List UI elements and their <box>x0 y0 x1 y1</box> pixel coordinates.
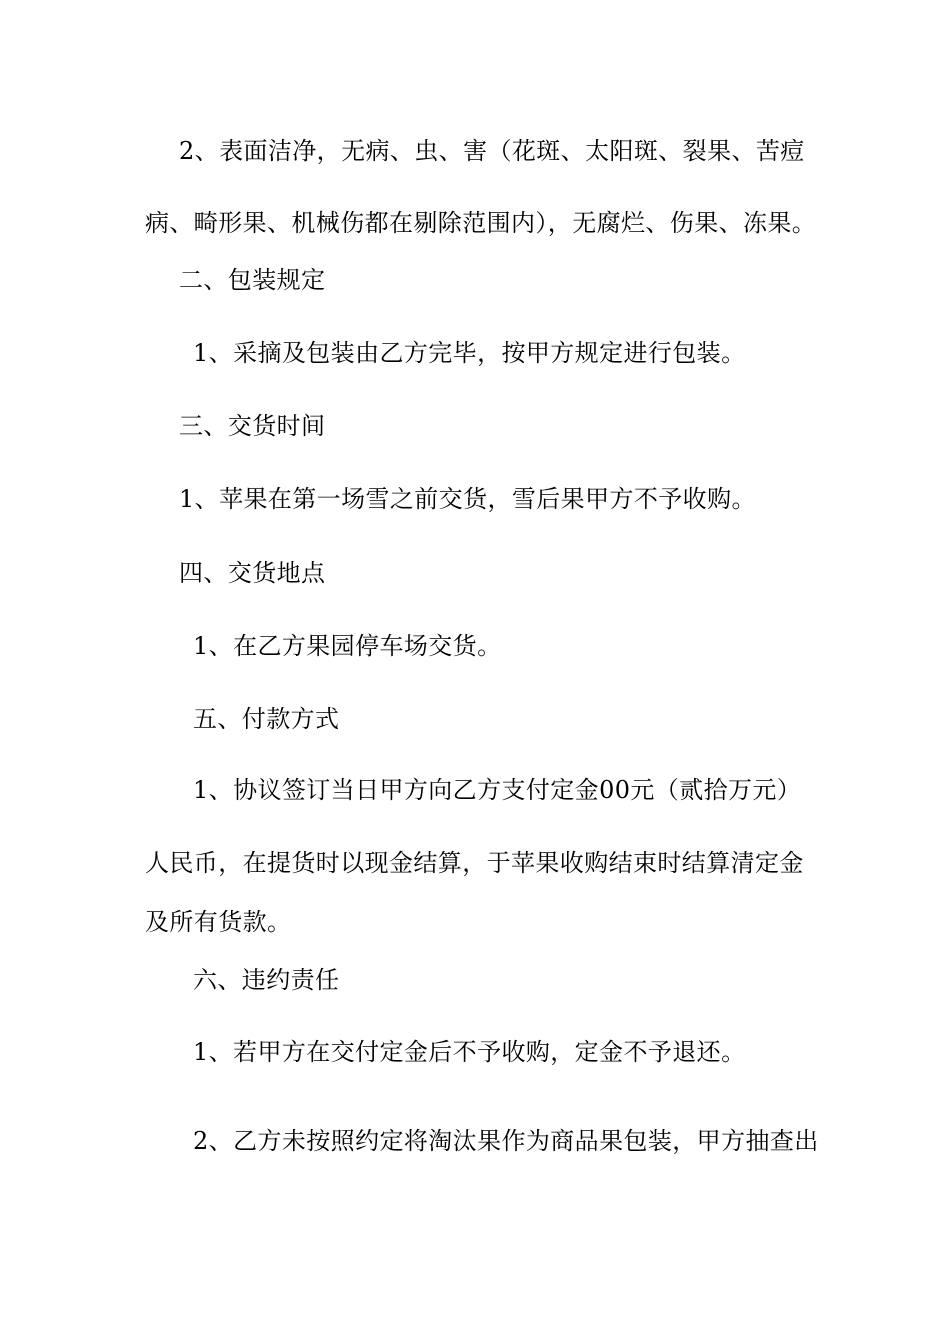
section-heading: 六、违约责任 <box>193 966 340 994</box>
paragraph-line: 1、苹果在第一场雪之前交货，雪后果甲方不予收购。 <box>179 485 756 513</box>
paragraph-line: 1、若甲方在交付定金后不予收购，定金不予退还。 <box>193 1038 746 1066</box>
paragraph-line: 人民币，在提货时以现金结算，于苹果收购结束时结算清定金 <box>145 849 804 877</box>
section-heading: 五、付款方式 <box>193 705 340 733</box>
paragraph-line: 1、采摘及包装由乙方完毕，按甲方规定进行包装。 <box>193 339 746 367</box>
paragraph-line: 1、协议签订当日甲方向乙方支付定金00元（贰拾万元） <box>193 776 802 804</box>
section-heading: 三、交货时间 <box>179 412 326 440</box>
section-heading: 四、交货地点 <box>179 559 326 587</box>
section-heading: 二、包装规定 <box>179 266 326 294</box>
paragraph-line: 2、表面洁净，无病、虫、害（花斑、太阳斑、裂果、苦痘 <box>179 137 805 165</box>
paragraph-line: 1、在乙方果园停车场交货。 <box>193 632 502 660</box>
paragraph-line: 2、乙方未按照约定将淘汰果作为商品果包装，甲方抽查出 <box>193 1127 819 1155</box>
paragraph-line: 及所有货款。 <box>145 908 292 936</box>
paragraph-line: 病、畸形果、机械伤都在剔除范围内），无腐烂、伤果、冻果。 <box>145 209 817 237</box>
